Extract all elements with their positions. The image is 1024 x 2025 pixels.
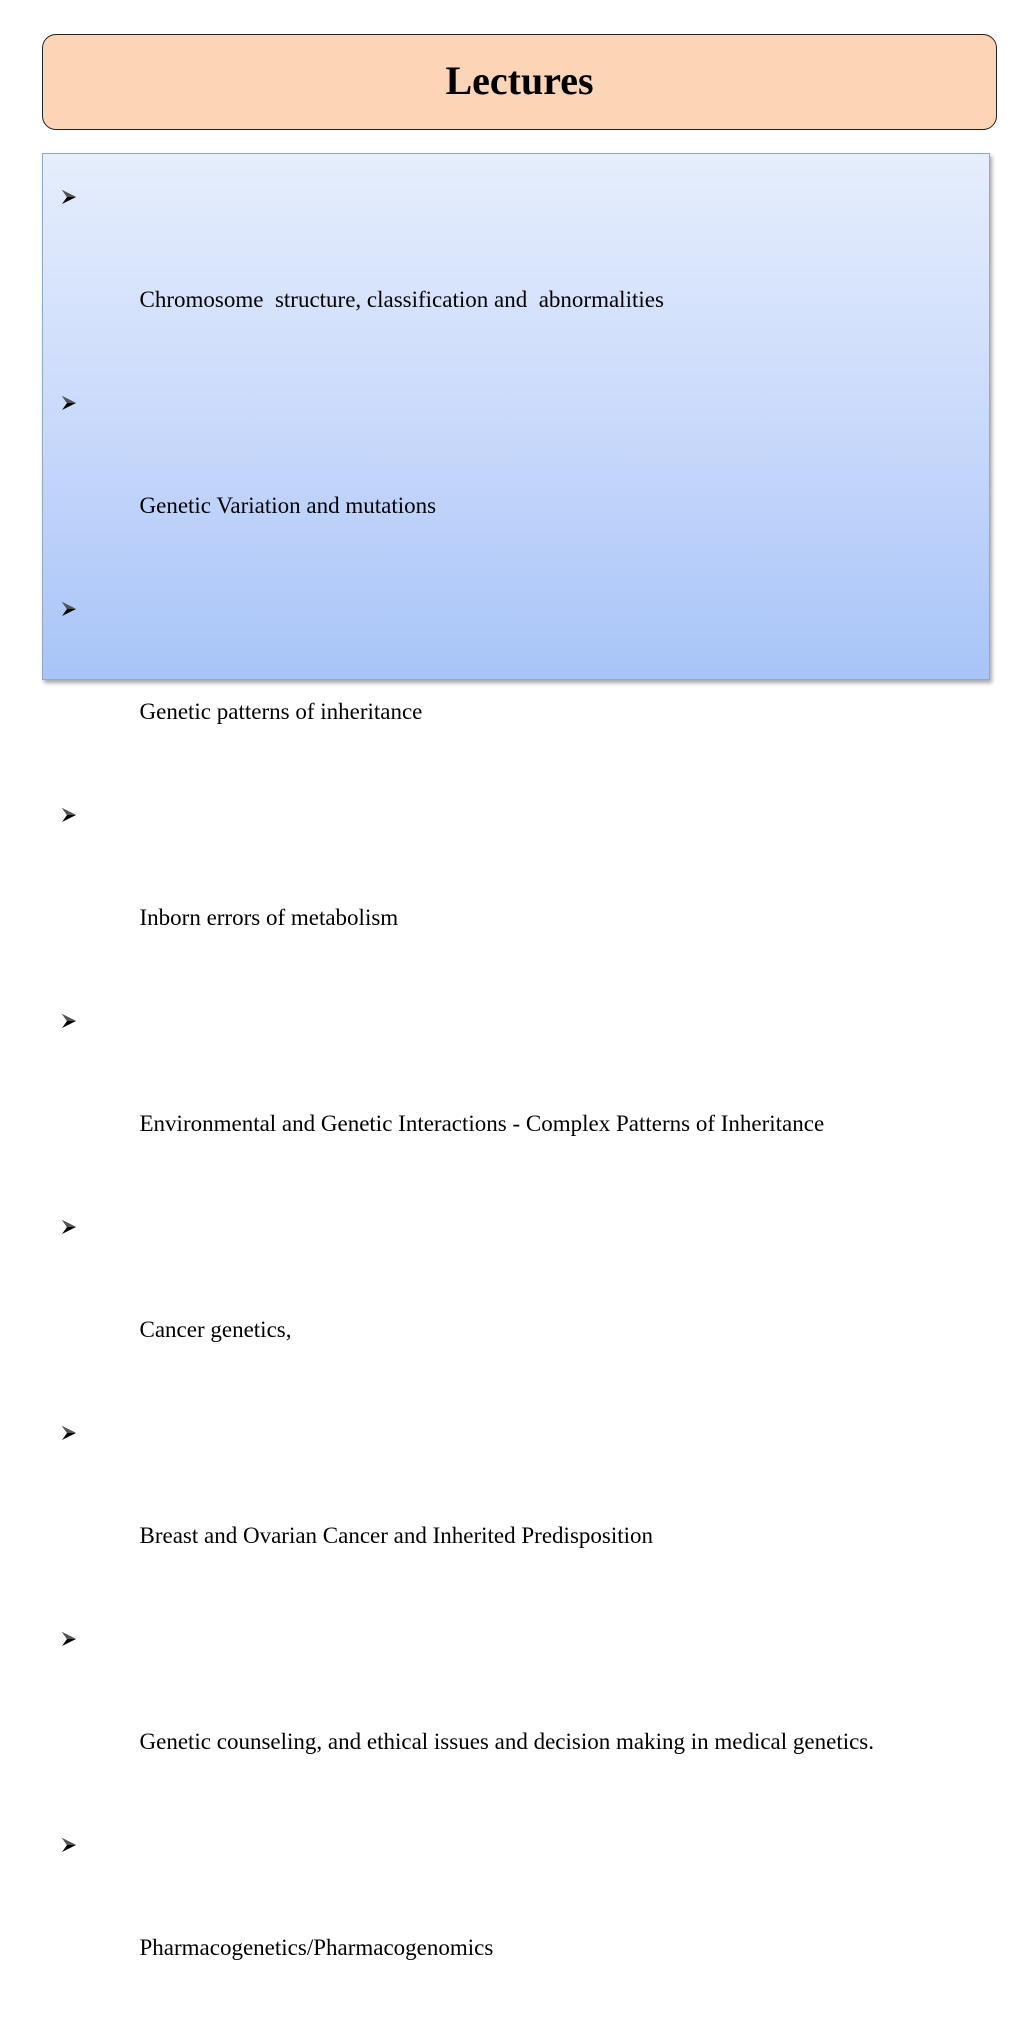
list-item-text: Pharmacogenetics/Pharmacogenomics xyxy=(139,1935,494,1960)
arrowhead-bullet-icon xyxy=(57,995,81,1047)
list-item-text: Genetic Variation and mutations xyxy=(139,493,437,518)
list-item xyxy=(43,1201,989,1407)
list-item-text: Cancer genetics, xyxy=(139,1317,292,1342)
arrowhead-bullet-icon xyxy=(57,1613,81,1665)
list-item xyxy=(43,995,989,1201)
list-item xyxy=(43,789,989,995)
arrowhead-bullet-icon xyxy=(57,171,81,223)
list-item-text: Genetic counseling, and ethical issues and decision making in medical genetics. xyxy=(139,1729,875,1754)
list-item xyxy=(43,377,989,583)
arrowhead-bullet-icon xyxy=(57,583,81,635)
lecture-list-panel xyxy=(42,153,990,1960)
arrowhead-bullet-icon xyxy=(57,1407,81,1459)
list-item-text: Environmental and Genetic Interactions - Complex Patterns of Inheritance xyxy=(139,1111,825,1136)
list-item-text: Inborn errors of metabolism xyxy=(139,905,399,930)
list-item xyxy=(43,583,989,789)
list-item-text: Chromosome structure, classification and abnormalities xyxy=(139,287,664,312)
list-item-text: Breast and Ovarian Cancer and Inherited Predisposition xyxy=(139,1523,654,1548)
list-item-text: Genetic patterns of inheritance xyxy=(139,699,423,724)
list-item xyxy=(43,1613,989,1819)
arrowhead-bullet-icon xyxy=(57,789,81,841)
arrowhead-bullet-icon xyxy=(57,1201,81,1253)
title-banner xyxy=(42,34,997,130)
list-item xyxy=(43,1407,989,1613)
list-item xyxy=(43,1819,989,2025)
arrowhead-bullet-icon xyxy=(57,1819,81,1871)
slide-title: Lectures xyxy=(445,57,594,103)
arrowhead-bullet-icon xyxy=(57,377,81,429)
lecture-list xyxy=(43,171,989,2025)
list-item xyxy=(43,171,989,377)
